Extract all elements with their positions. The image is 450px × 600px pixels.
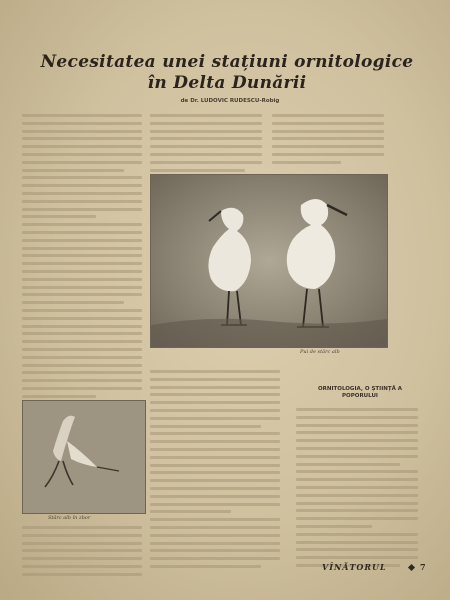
text-column-3-top bbox=[272, 114, 384, 169]
small-photo-caption: Stârc alb în zbor bbox=[48, 515, 91, 521]
text-column-3-bottom bbox=[296, 408, 418, 572]
article-title bbox=[22, 52, 432, 94]
young-egrets-illustration bbox=[151, 175, 387, 347]
text-column-2-top bbox=[150, 114, 262, 176]
magazine-name: VÎNĂTORUL bbox=[322, 562, 387, 572]
text-column-1-bottom bbox=[22, 526, 142, 581]
article-byline: de Dr. LUDOVIC RUDESCU-Robig bbox=[180, 98, 280, 104]
main-photo-young-egrets bbox=[150, 174, 388, 348]
main-photo-caption: Pui de stârc alb bbox=[300, 349, 340, 355]
article-title-line-2: în Delta Dunării bbox=[147, 73, 307, 93]
section-heading: ORNITOLOGIA, O ȘTIINȚĂ A POPORULUI bbox=[317, 386, 403, 399]
egret-flight-illustration bbox=[23, 401, 145, 513]
article-title-line-1: Necesitatea unei stațiuni ornitologice bbox=[40, 52, 414, 72]
small-photo-egret-flight bbox=[22, 400, 146, 514]
text-column-2-bottom bbox=[150, 370, 280, 573]
page-number: 7 bbox=[420, 562, 426, 572]
